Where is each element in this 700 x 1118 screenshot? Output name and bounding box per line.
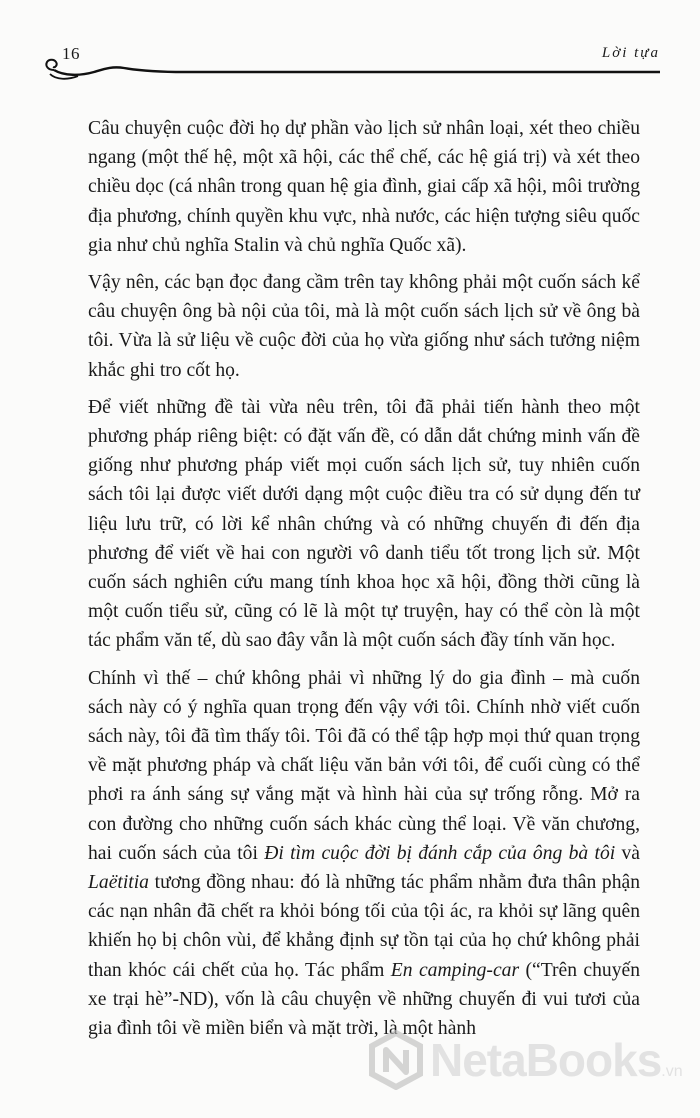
body-text [88,114,640,1051]
running-title: Lời tựa [601,45,660,61]
text-run: Vậy nên, các bạn đọc đang cầm trên tay không phải một cuốn sách kể câu chuyện ông bà nội của tôi, mà là một cuốn sách lịch sử về ông bà tôi. Vừa là sử liệu về cuộc đời của họ vừa giống như sách tưởng niệm khắc ghi tro cốt họ. [88,272,640,381]
header-ornament-icon [40,58,660,82]
paragraph [88,114,640,260]
text-run: và [615,842,640,864]
watermark-suffix: .vn [661,1063,683,1080]
paragraph [88,268,640,385]
page-number: 16 [62,44,80,63]
paragraph [88,393,640,656]
watermark-brand: NetaBooks [430,1034,662,1086]
italic-title: Laëtitia [88,872,149,894]
text-run: Câu chuyện cuộc đời họ dự phần vào lịch sử nhân loại, xét theo chiều ngang (một thế hệ, một xã hội, các thể chế, các hệ giá trị) và xét theo chiều dọc (cá nhân trong quan hệ gia đình, giai cấp xã hội, môi trường địa phương, chính quyền khu vực, nhà nước, các hiện tượng siêu quốc gia như chủ nghĩa Stalin và chủ nghĩa Quốc xã). [88,118,640,256]
text-run: Chính vì thế – chứ không phải vì những lý do gia đình – mà cuốn sách này có ý nghĩa quan trọng đến vậy với tôi. Chính nhờ viết cuốn sách này, tôi đã tìm thấy tôi. Tôi đã có thể tập hợp mọi thứ quan trọng về mặt phương pháp và chất liệu văn bản với tôi, để cuối cùng có thể phơi ra ánh sáng sự vắng mặt và hình hài của sự trống rỗng. Mở ra con đường cho những cuốn sách khác cùng thể loại. Về văn chương, hai cuốn sách của tôi [88,667,640,864]
paragraph [88,664,640,1044]
italic-title: En camping-car [390,959,520,981]
text-run: Để viết những đề tài vừa nêu trên, tôi đã phải tiến hành theo một phương pháp riêng biệt: có đặt vấn đề, có dẫn dắt chứng minh vấn đề giống như phương pháp viết mọi cuốn sách lịch sử, tuy nhiên cuốn sách tôi lại được viết dưới dạng một cuộc điều tra có sử dụng đến tư liệu lưu trữ, có lời kể nhân chứng và có những chuyến đi đến địa phương để viết về hai con người vô danh tiểu tốt trong lịch sử. Một cuốn sách nghiên cứu mang tính khoa học xã hội, đồng thời cũng là một cuốn tiểu sử, cũng có lẽ là một tự truyện, hay có thể còn là một tác phẩm văn tế, dù sao đây vẫn là một cuốn sách đầy tính văn học. [88,396,640,652]
italic-title: Đi tìm cuộc đời bị đánh cắp của ông bà tôi [264,842,616,864]
watermark-text [430,1036,683,1096]
netabooks-logo-icon [366,1030,426,1090]
page-header [40,40,660,80]
text-run: (“Trên chuyến xe trại hè”-ND), vốn là câu chuyện về những chuyến đi vui tươi của gia đình tôi về miền biển và mặt trời, là một hành [88,959,640,1040]
watermark [366,1024,686,1096]
text-run: tương đồng nhau: đó là những tác phẩm nhằm đưa thân phận các nạn nhân đã chết ra khỏi bóng tối của tội ác, ra khỏi sự lãng quên khiến họ bị chôn vùi, để khẳng định sự tồn tại của họ chứ không phải than khóc cái chết của họ. Tác phẩm [88,872,640,981]
